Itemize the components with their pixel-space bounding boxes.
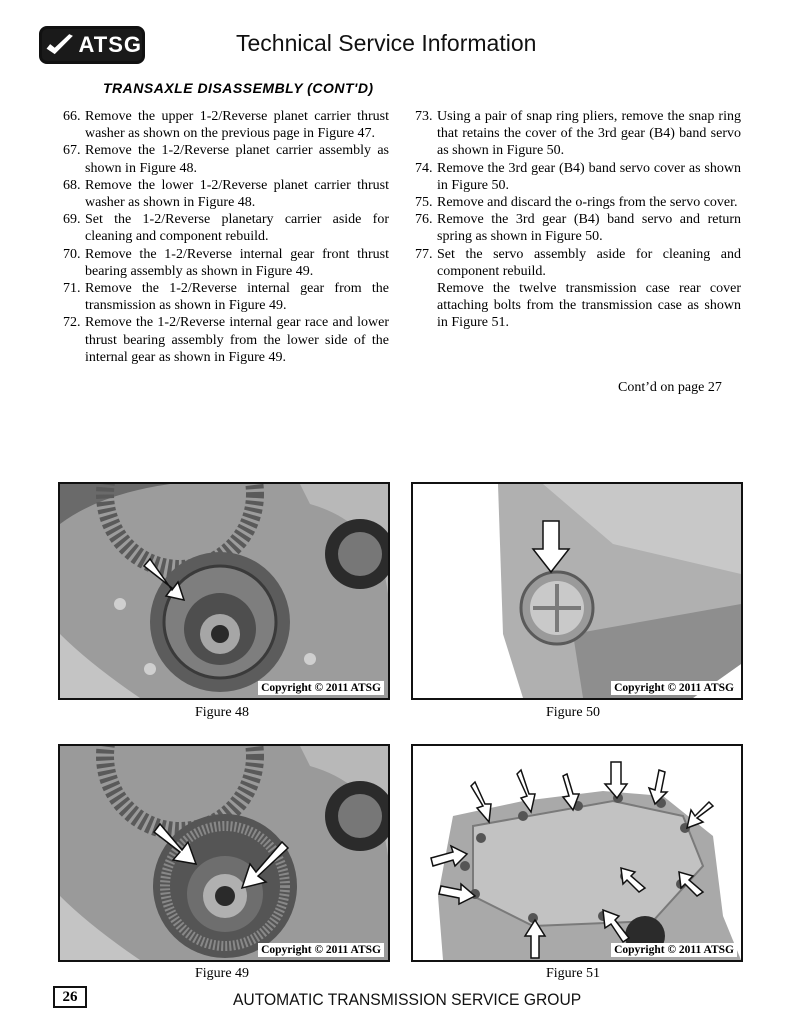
step-70	[63, 246, 389, 280]
figure-48-caption: Figure 48	[195, 705, 250, 720]
step-text: Remove the 3rd gear (B4) band servo cover as shown in Figure 50.	[437, 160, 741, 193]
right-column	[415, 108, 741, 332]
step-67	[63, 142, 389, 176]
step-number: 70.	[63, 246, 81, 262]
step-number: 71.	[63, 281, 81, 297]
step-number: 75.	[415, 195, 433, 211]
section-title: TRANSAXLE DISASSEMBLY (CONT'D)	[103, 80, 374, 96]
step-number: 72.	[63, 315, 81, 331]
step-text: Remove and discard the o-rings from the servo cover.	[437, 195, 738, 211]
step-text: Remove the 3rd gear (B4) band servo and return spring as shown in Figure 50.	[437, 212, 741, 245]
step-text: Using a pair of snap ring pliers, remove the snap ring that retains the cover of the 3rd gear (B4) band servo as shown in Figure 50.	[437, 109, 741, 159]
step-text: Remove the upper 1-2/Reverse planet carrier thrust washer as shown on the previous page in Figure 47.	[85, 109, 389, 142]
step-72	[63, 314, 389, 366]
step-74	[415, 160, 741, 194]
figure-50-caption: Figure 50	[546, 705, 601, 720]
footer-text: AUTOMATIC TRANSMISSION SERVICE GROUP	[233, 990, 582, 1009]
planet-carrier-photo	[60, 484, 388, 698]
figure-48-photo	[58, 482, 390, 700]
figure-49-photo	[58, 744, 390, 962]
step-text: Set the servo assembly aside for cleaning and component rebuild.	[437, 246, 741, 279]
copyright-label: Copyright © 2011 ATSG	[611, 943, 737, 957]
atsg-logo	[39, 26, 145, 64]
step-77	[415, 246, 741, 280]
figure-51-caption: Figure 51	[546, 966, 601, 981]
step-71	[63, 280, 389, 314]
logo-text: ATSG	[78, 32, 142, 57]
copyright-label: Copyright © 2011 ATSG	[258, 681, 384, 695]
step-66	[63, 108, 389, 142]
step-text: Remove the lower 1-2/Reverse planet carrier thrust washer as shown in Figure 48.	[85, 177, 389, 211]
step-text: Set the 1-2/Reverse planetary carrier aside for cleaning and component rebuild.	[85, 212, 389, 245]
figure-49-caption: Figure 49	[195, 966, 250, 981]
step-number: 67.	[63, 143, 81, 159]
continued-note: Cont’d on page 27	[618, 380, 722, 395]
page-number: 26	[53, 986, 87, 1008]
step-number: 77.	[415, 246, 433, 262]
step-number: 76.	[415, 212, 433, 228]
step-69	[63, 211, 389, 245]
servo-cover-photo	[413, 484, 741, 698]
instruction-paragraph: Remove the twelve transmission case rear cover attaching bolts from the transmission case as shown in Figure 51.	[437, 281, 741, 331]
page-title: Technical Service Information	[236, 30, 537, 56]
copyright-label: Copyright © 2011 ATSG	[611, 681, 737, 695]
step-number: 73.	[415, 109, 433, 124]
step-73	[415, 108, 741, 160]
step-number: 74.	[415, 160, 433, 176]
left-column	[63, 108, 389, 366]
step-number: 68.	[63, 177, 81, 193]
step-68	[63, 177, 389, 211]
step-number: 69.	[63, 212, 81, 228]
step-text: Remove the 1-2/Reverse internal gear front thrust bearing assembly as shown in Figure 49.	[85, 246, 389, 279]
step-text: Remove the 1-2/Reverse planet carrier assembly as shown in Figure 48.	[85, 143, 389, 176]
internal-gear-photo	[60, 746, 388, 960]
figure-50-photo	[411, 482, 743, 700]
figure-51-photo	[411, 744, 743, 962]
step-76	[415, 211, 741, 245]
step-number: 66.	[63, 109, 81, 124]
step-text: Remove the 1-2/Reverse internal gear from the transmission as shown in Figure 49.	[85, 281, 389, 314]
step-75	[415, 194, 741, 211]
rear-cover-photo	[413, 746, 741, 960]
copyright-label: Copyright © 2011 ATSG	[258, 943, 384, 957]
checkmark-icon	[42, 29, 77, 61]
step-text: Remove the 1-2/Reverse internal gear race and lower thrust bearing assembly from the lower side of the internal gear as shown in Figure 49.	[85, 315, 389, 365]
